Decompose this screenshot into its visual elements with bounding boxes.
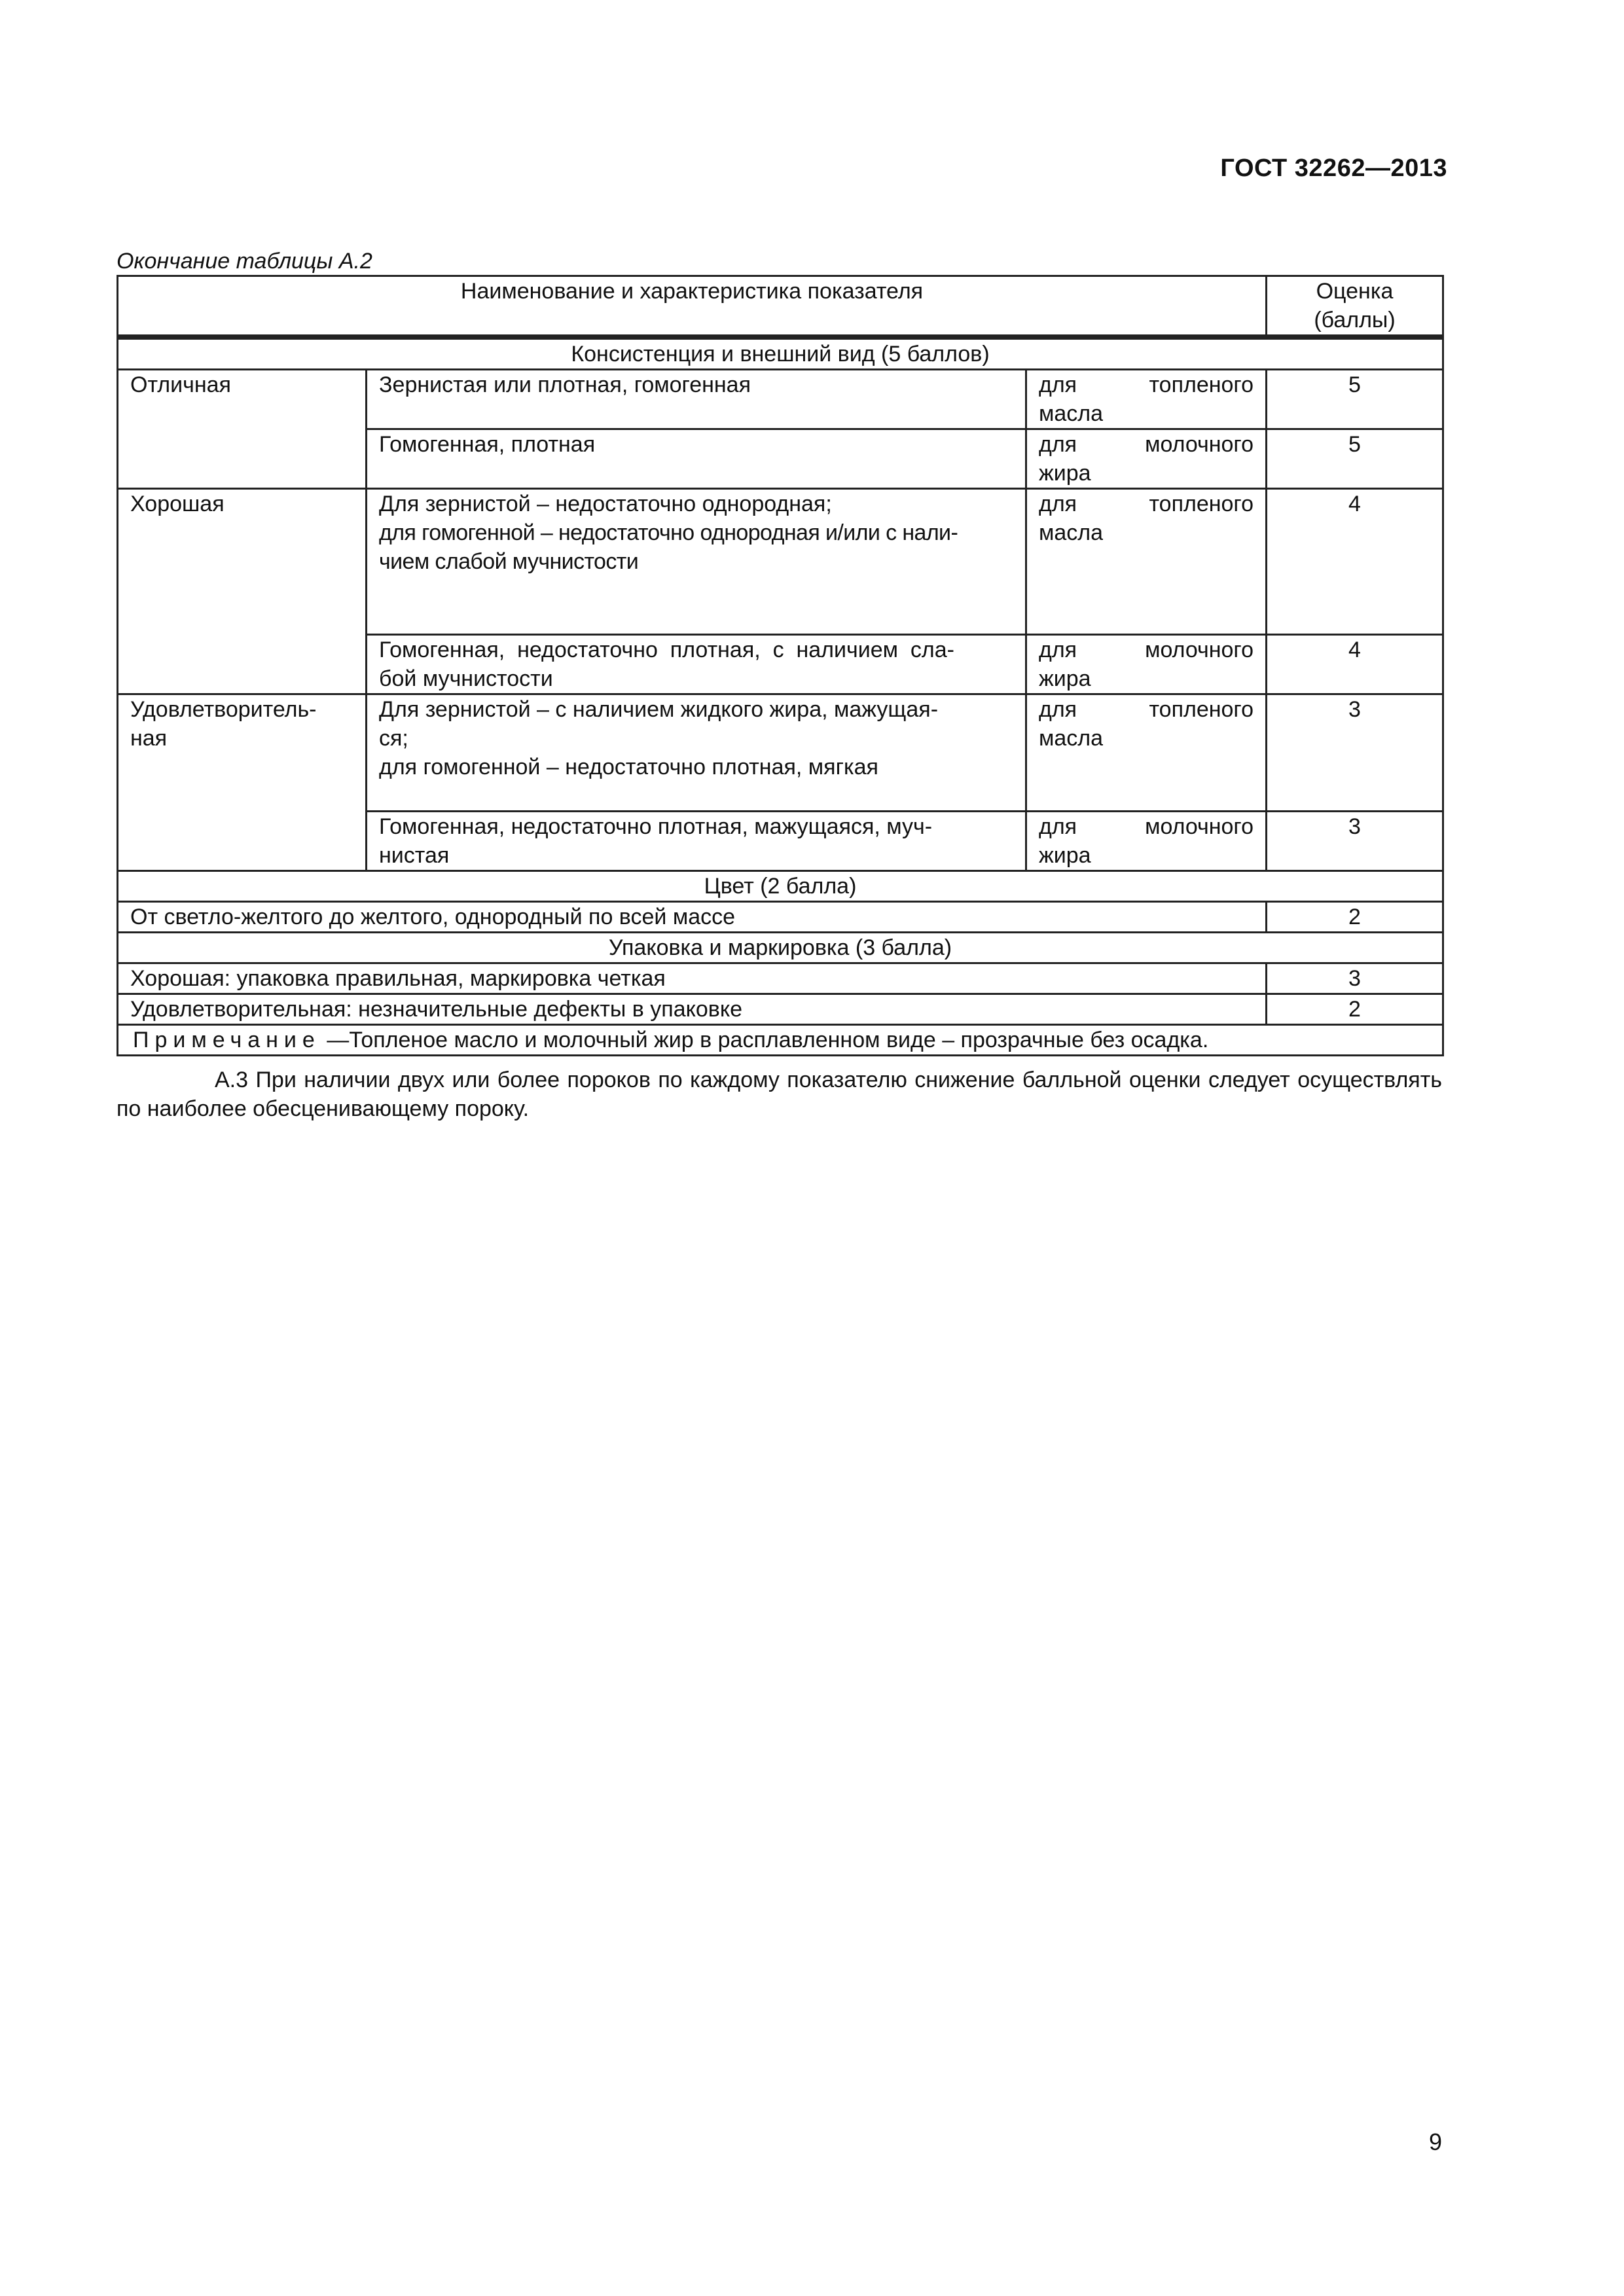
- score-cell: 5: [1267, 429, 1443, 489]
- appl-line: масла: [1039, 520, 1104, 545]
- section-row: [118, 933, 1443, 963]
- appl-word: молочного: [1145, 432, 1254, 457]
- appl-word: молочного: [1145, 814, 1254, 839]
- appl-line: жира: [1039, 843, 1091, 868]
- packaging-desc-cell: Удовлетворительная: незначительные дефекты в упаковке: [118, 994, 1267, 1025]
- desc-cell: [367, 694, 1026, 812]
- color-desc-cell: От светло-желтого до желтого, однородный по всей массе: [118, 902, 1267, 933]
- desc-line: чием слабой мучнистости: [379, 549, 639, 574]
- page-number: 9: [1428, 2128, 1442, 2155]
- score-cell: 4: [1267, 489, 1443, 635]
- appl-word: топленого: [1149, 697, 1254, 722]
- appl-word: для: [1039, 492, 1077, 516]
- appl-word: для: [1039, 372, 1077, 397]
- section-title-consistency: Консистенция и внешний вид (5 баллов): [118, 337, 1443, 370]
- grade-cell: [118, 694, 367, 871]
- score-header-line-1: Оценка: [1316, 279, 1394, 304]
- desc-cell: [367, 370, 1026, 429]
- appl-word: для: [1039, 432, 1077, 457]
- desc-line: Для зернистой – с наличием жидкого жира, мажущая-: [379, 697, 939, 722]
- appl-line: масла: [1039, 401, 1104, 426]
- appl-line: масла: [1039, 726, 1104, 751]
- desc-line: Для зернистой – недостаточно однородная;: [379, 492, 832, 516]
- table-row: [118, 694, 1443, 812]
- appl-word: для: [1039, 814, 1077, 839]
- desc-line: для гомогенной – недостаточно однородная и/или с нали-: [379, 520, 958, 545]
- desc-cell: [367, 635, 1026, 694]
- desc-line: ся;: [379, 726, 408, 751]
- appl-word: для: [1039, 697, 1077, 722]
- score-cell: 2: [1267, 902, 1443, 933]
- note-cell: [118, 1025, 1443, 1056]
- appl-word: для: [1039, 637, 1077, 662]
- note-row: [118, 1025, 1443, 1056]
- grade-cell: Хорошая: [118, 489, 367, 694]
- desc-cell: [367, 429, 1026, 489]
- applicability-cell: [1026, 489, 1267, 635]
- desc-cell: [367, 812, 1026, 871]
- section-row: [118, 337, 1443, 370]
- note-label: Примечание: [133, 1028, 321, 1052]
- table-header-row: [118, 276, 1443, 338]
- applicability-cell: [1026, 370, 1267, 429]
- desc-line: Гомогенная, недостаточно плотная, с наличием сла-: [379, 637, 954, 662]
- note-text: —Топленое масло и молочный жир в расплавленном виде – прозрачные без осадка.: [320, 1028, 1209, 1052]
- appl-word: молочного: [1145, 637, 1254, 662]
- column-header-name: Наименование и характеристика показателя: [118, 276, 1267, 338]
- appl-line: жира: [1039, 461, 1091, 486]
- desc-cell: [367, 489, 1026, 635]
- score-cell: 3: [1267, 812, 1443, 871]
- desc-line: Гомогенная, плотная: [379, 432, 596, 457]
- section-row: [118, 871, 1443, 902]
- quality-table: [117, 275, 1444, 1056]
- table-row: [118, 902, 1443, 933]
- score-cell: 5: [1267, 370, 1443, 429]
- score-cell: 3: [1267, 694, 1443, 812]
- desc-line: Гомогенная, недостаточно плотная, мажущаяся, муч-: [379, 814, 933, 839]
- desc-line: Зернистая или плотная, гомогенная: [379, 372, 751, 397]
- desc-line: нистая: [379, 843, 450, 868]
- grade-line: Удовлетворитель-: [130, 697, 317, 722]
- table-row: [118, 370, 1443, 429]
- score-cell: 2: [1267, 994, 1443, 1025]
- standard-number: ГОСТ 32262—2013: [1220, 154, 1447, 182]
- appl-word: топленого: [1149, 372, 1254, 397]
- desc-line: бой мучнистости: [379, 666, 553, 691]
- grade-cell: Отличная: [118, 370, 367, 489]
- desc-line: для гомогенной – недостаточно плотная, мягкая: [379, 755, 878, 780]
- score-header-line-2: (баллы): [1314, 308, 1396, 332]
- applicability-cell: [1026, 694, 1267, 812]
- column-header-score: [1267, 276, 1443, 338]
- applicability-cell: [1026, 635, 1267, 694]
- packaging-desc-cell: Хорошая: упаковка правильная, маркировка четкая: [118, 963, 1267, 994]
- paragraph-a3: А.3 При наличии двух или более пороков по каждому показателю снижение балльной оценки следует осуществлять по наиболее обесценивающему пороку.: [117, 1067, 1442, 1121]
- score-cell: 4: [1267, 635, 1443, 694]
- section-title-packaging: Упаковка и маркировка (3 балла): [118, 933, 1443, 963]
- table-row: [118, 994, 1443, 1025]
- score-cell: 3: [1267, 963, 1443, 994]
- appl-word: топленого: [1149, 492, 1254, 516]
- table-row: [118, 963, 1443, 994]
- grade-line: ная: [130, 726, 168, 751]
- table-row: [118, 489, 1443, 635]
- section-title-color: Цвет (2 балла): [118, 871, 1443, 902]
- applicability-cell: [1026, 429, 1267, 489]
- table-caption: Окончание таблицы А.2: [117, 249, 372, 274]
- applicability-cell: [1026, 812, 1267, 871]
- appl-line: жира: [1039, 666, 1091, 691]
